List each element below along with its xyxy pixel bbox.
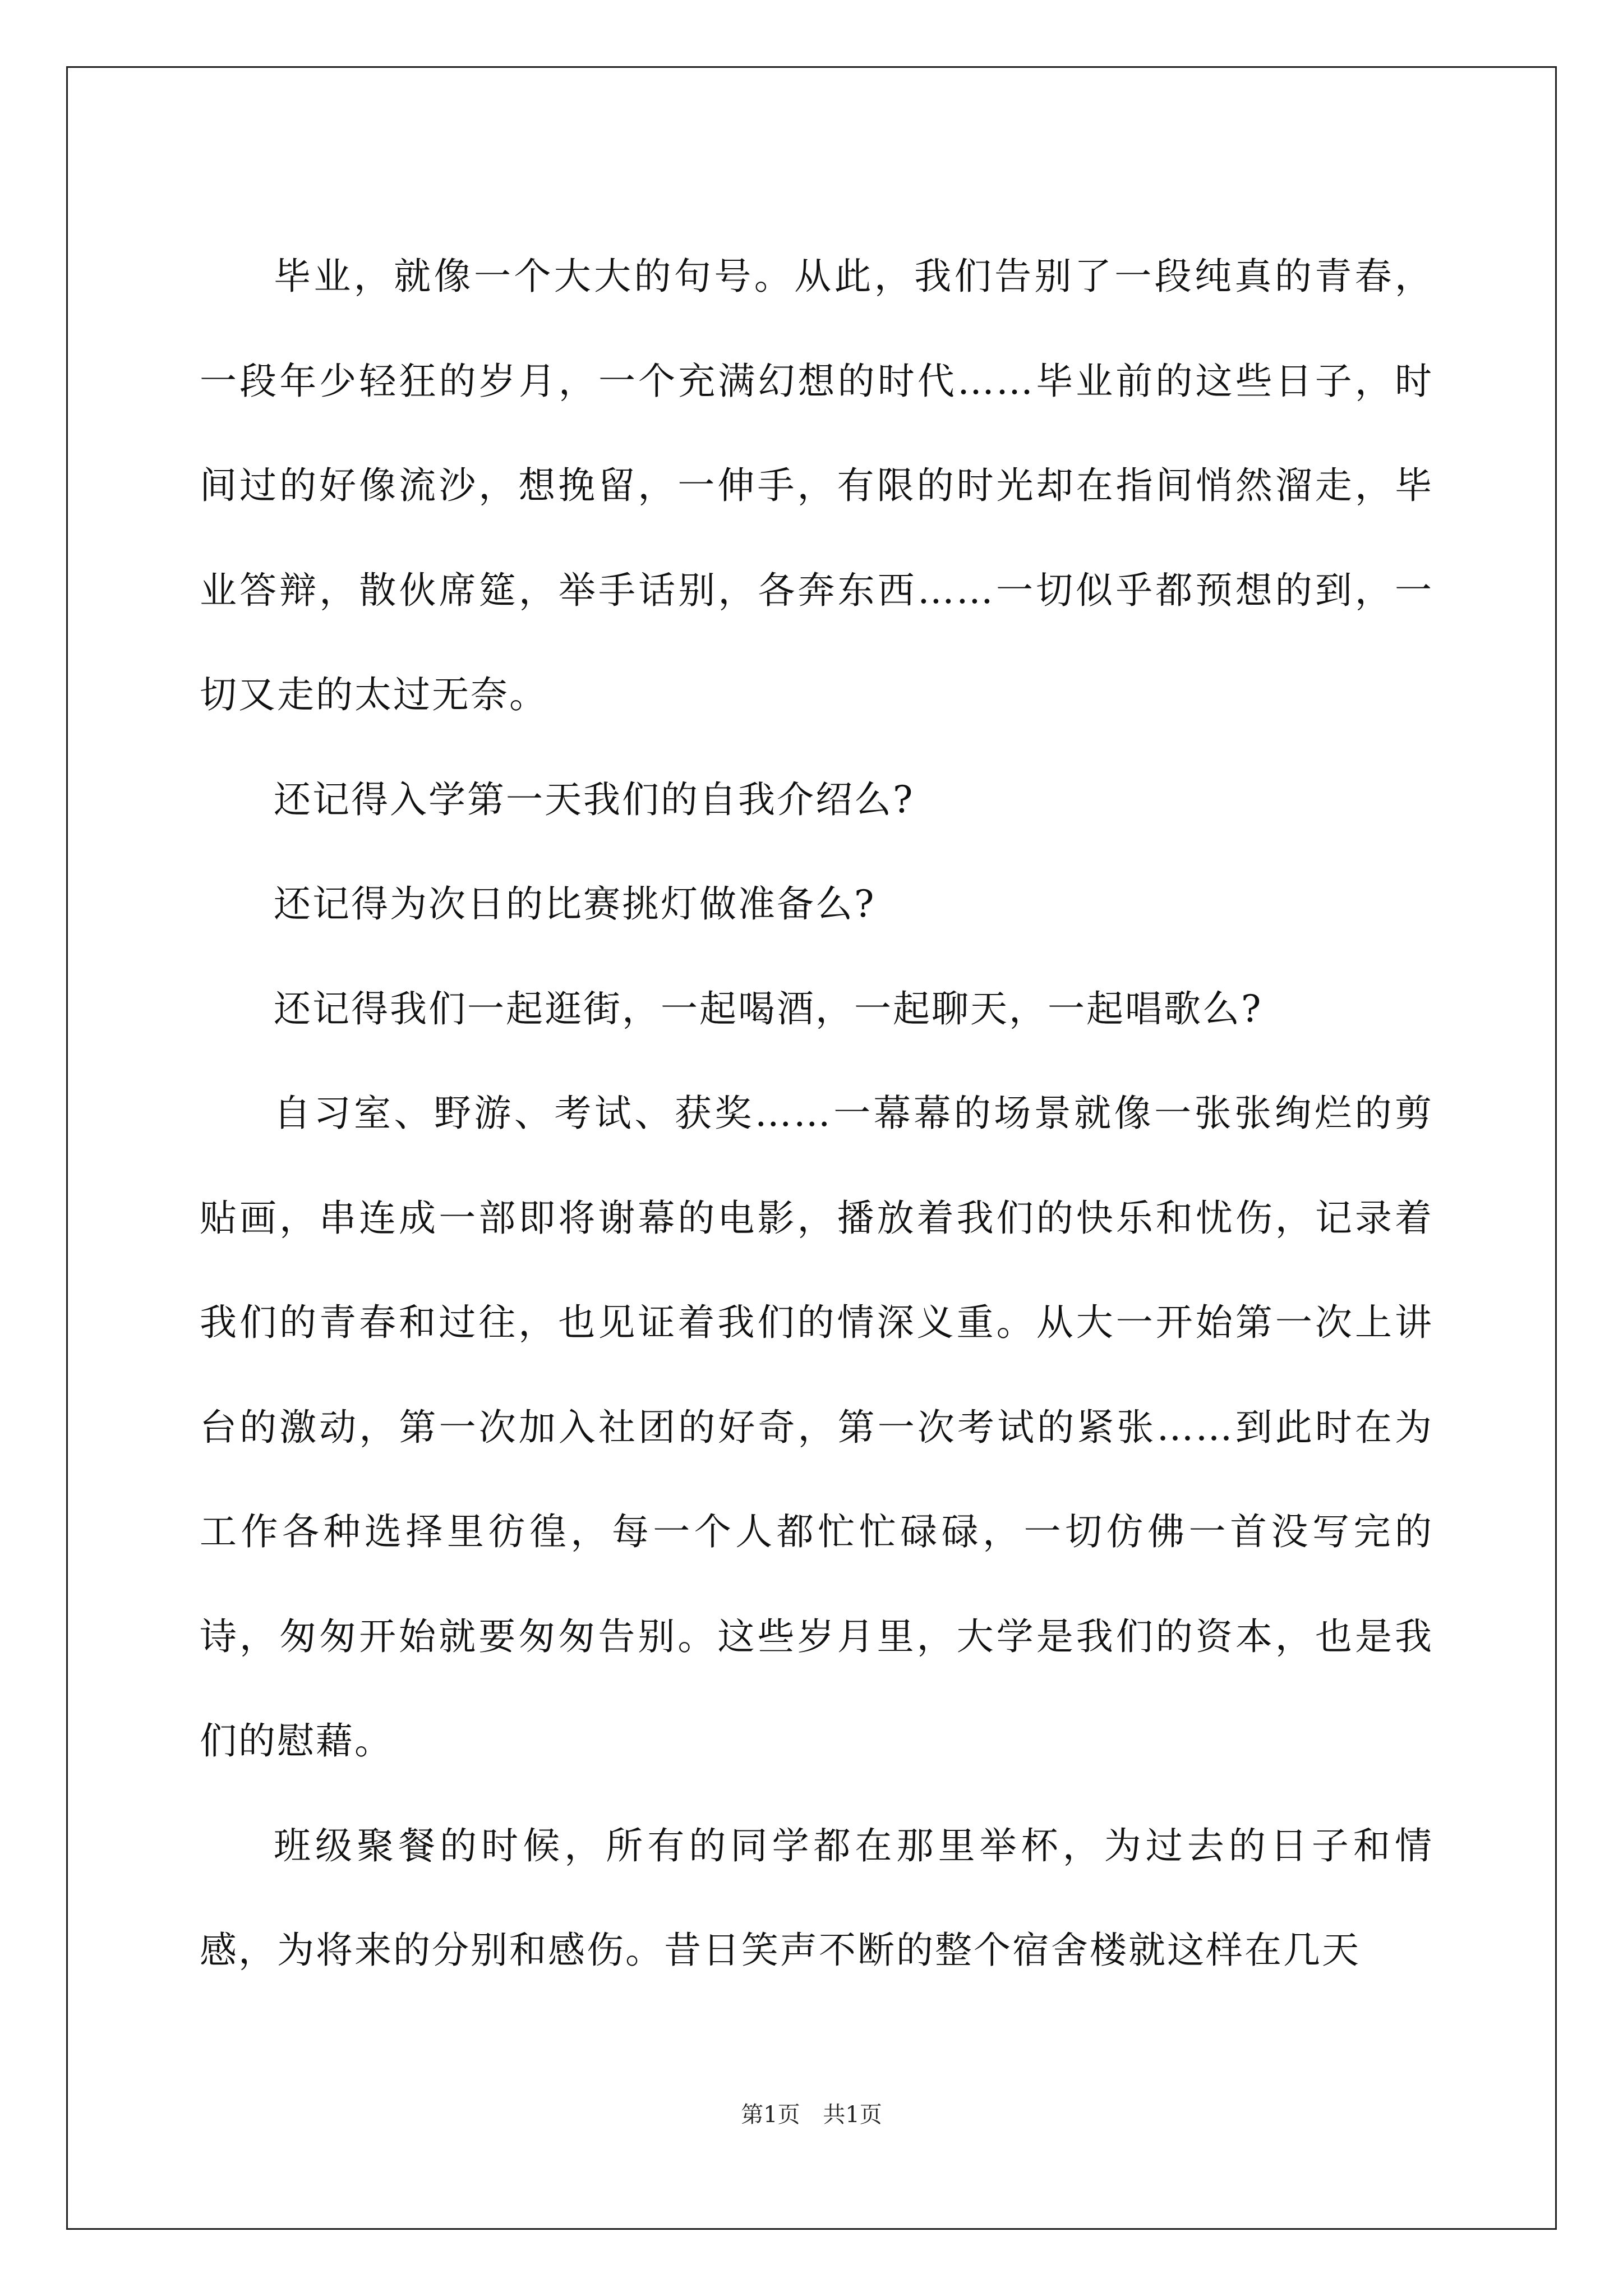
page-number-current: 第1页 <box>741 2102 800 2128</box>
paragraph-3: 还记得为次日的比赛挑灯做准备么? <box>274 882 876 926</box>
paragraph-6: 班级聚餐的时候，所有的同学都在那里举杯，为过去的日子和情感，为将来的分别和感伤。昔日笑声不断的整个宿舍楼就这样在几天 <box>200 1824 1433 1972</box>
page-number-total: 共1页 <box>823 2102 882 2128</box>
paragraph-1: 毕业，就像一个大大的句号。从此，我们告别了一段纯真的青春，一段年少轻狂的岁月，一个充满幻想的时代……毕业前的这些日子，时间过的好像流沙，想挽留，一伸手，有限的时光却在指间悄然溜走，毕业答辩，散伙席筵，举手话别，各奔东西……一切似乎都预想的到，一切又走的太过无奈。 <box>200 255 1433 716</box>
paragraph-4: 还记得我们一起逛街，一起喝酒，一起聊天，一起唱歌么? <box>274 987 1263 1030</box>
paragraph-5: 自习室、野游、考试、获奖……一幕幕的场景就像一张张绚烂的剪贴画，串连成一部即将谢幕的电影，播放着我们的快乐和忧伤，记录着我们的青春和过往，也见证着我们的情深义重。从大一开始第一次上讲台的激动，第一次加入社团的好奇，第一次考试的紧张……到此时在为工作各种选择里彷徨，每一个人都忙忙碌碌，一切仿佛一首没写完的诗，匆匆开始就要匆匆告别。这些岁月里，大学是我们的资本，也是我们的慰藉。 <box>200 1092 1433 1763</box>
page-footer <box>0 2097 1623 2129</box>
document-body <box>200 224 1433 2003</box>
paragraph-2: 还记得入学第一天我们的自我介绍么? <box>274 777 915 821</box>
